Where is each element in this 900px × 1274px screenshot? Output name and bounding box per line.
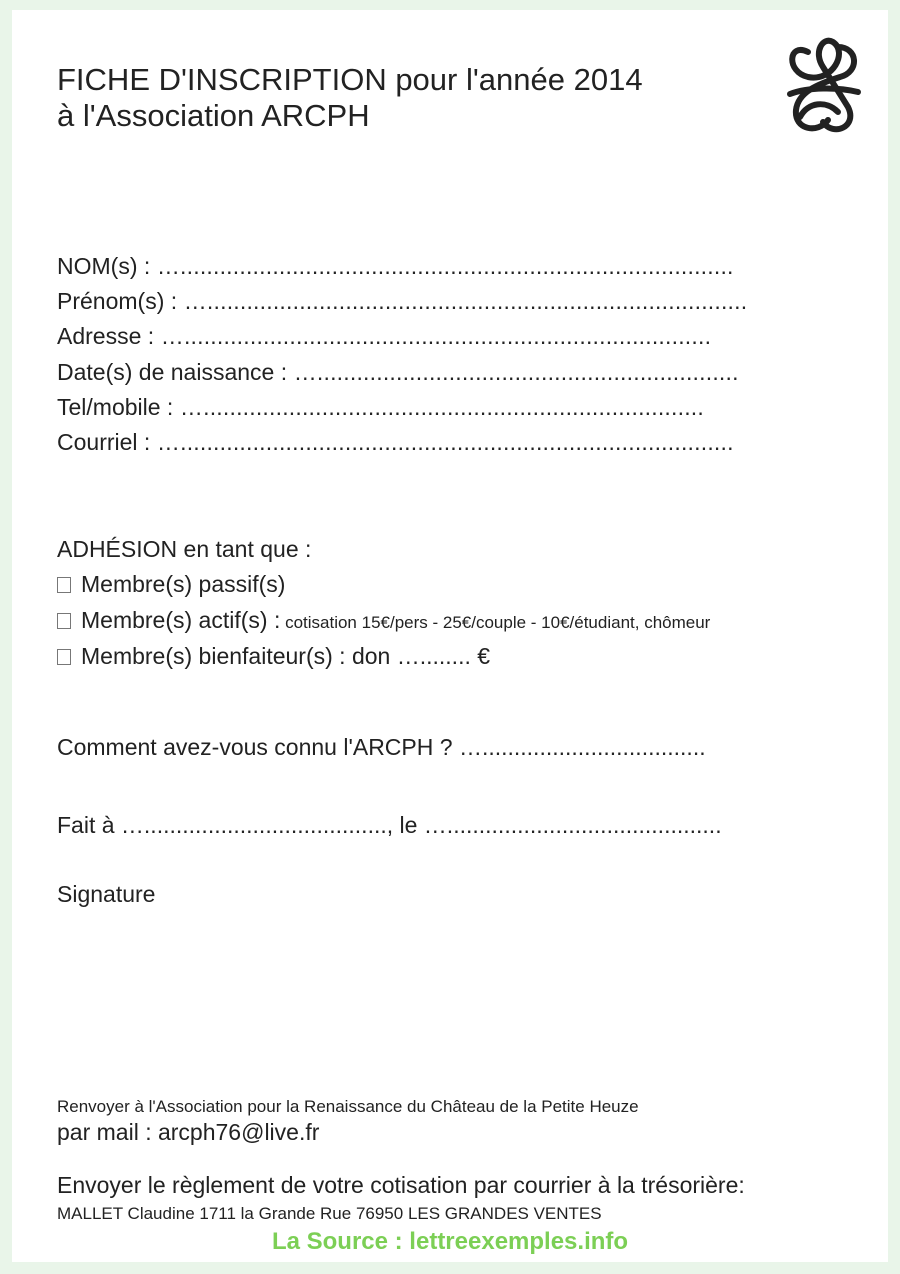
field-adresse-label: Adresse : [57,323,155,349]
option-membre-actif-label: Membre(s) actif(s) : [81,607,281,633]
footer-renvoyer: Renvoyer à l'Association pour la Renaissance du Château de la Petite Heuze [57,1097,639,1116]
footer-envoyer: Envoyer le règlement de votre cotisation par courrier à la trésorière: [57,1172,745,1198]
field-courriel [57,428,734,456]
field-tel-dots: …............................................................................ [173,394,704,420]
form-title-line-2: à l'Association ARCPH [57,98,370,133]
field-date-naissance [57,358,739,386]
fait-a-line: Fait à …......................................, le …........................................... [57,812,722,838]
option-membre-bienfaiteur-label: Membre(s) bienfaiteur(s) : don …........ € [81,643,491,669]
checkbox-membre-actif[interactable] [57,613,71,629]
option-membre-bienfaiteur[interactable] [57,642,490,670]
field-prenom-label: Prénom(s) : [57,288,178,314]
field-adresse [57,322,711,350]
field-courriel-dots: ….................................................................................... [150,429,734,455]
field-tel [57,393,704,421]
field-date-naissance-dots: …................................................................ [287,359,739,385]
footer-adresse-tresoriere: MALLET Claudine 1711 la Grande Rue 76950 LES GRANDES VENTES [57,1204,602,1223]
option-membre-passif-label: Membre(s) passif(s) [81,571,286,597]
field-prenom-dots: ….................................................................................. [177,288,748,314]
field-date-naissance-label: Date(s) de naissance : [57,359,288,385]
field-adresse-dots: …................................................................................ [154,323,712,349]
association-monogram-logo [778,32,866,142]
field-courriel-label: Courriel : [57,429,151,455]
option-membre-actif[interactable] [57,606,710,637]
form-sheet [12,10,888,1262]
field-nom-label: NOM(s) : [57,253,151,279]
field-nom-dots: ….................................................................................... [150,253,734,279]
checkbox-membre-bienfaiteur[interactable] [57,649,71,665]
field-nom [57,252,734,280]
adhesion-heading: ADHÉSION en tant que : [57,536,312,562]
option-membre-passif[interactable] [57,570,285,598]
signature-label: Signature [57,881,156,907]
form-title-line-1: FICHE D'INSCRIPTION pour l'année 2014 [57,62,643,97]
question-connu: Comment avez-vous connu l'ARCPH ? …................................... [57,734,706,760]
checkbox-membre-passif[interactable] [57,577,71,593]
option-membre-actif-detail: cotisation 15€/pers - 25€/couple - 10€/étudiant, chômeur [280,613,711,632]
field-tel-label: Tel/mobile : [57,394,174,420]
source-watermark: La Source : lettreexemples.info [271,1228,629,1255]
field-prenom [57,287,747,315]
footer-mail: par mail : arcph76@live.fr [57,1119,320,1145]
